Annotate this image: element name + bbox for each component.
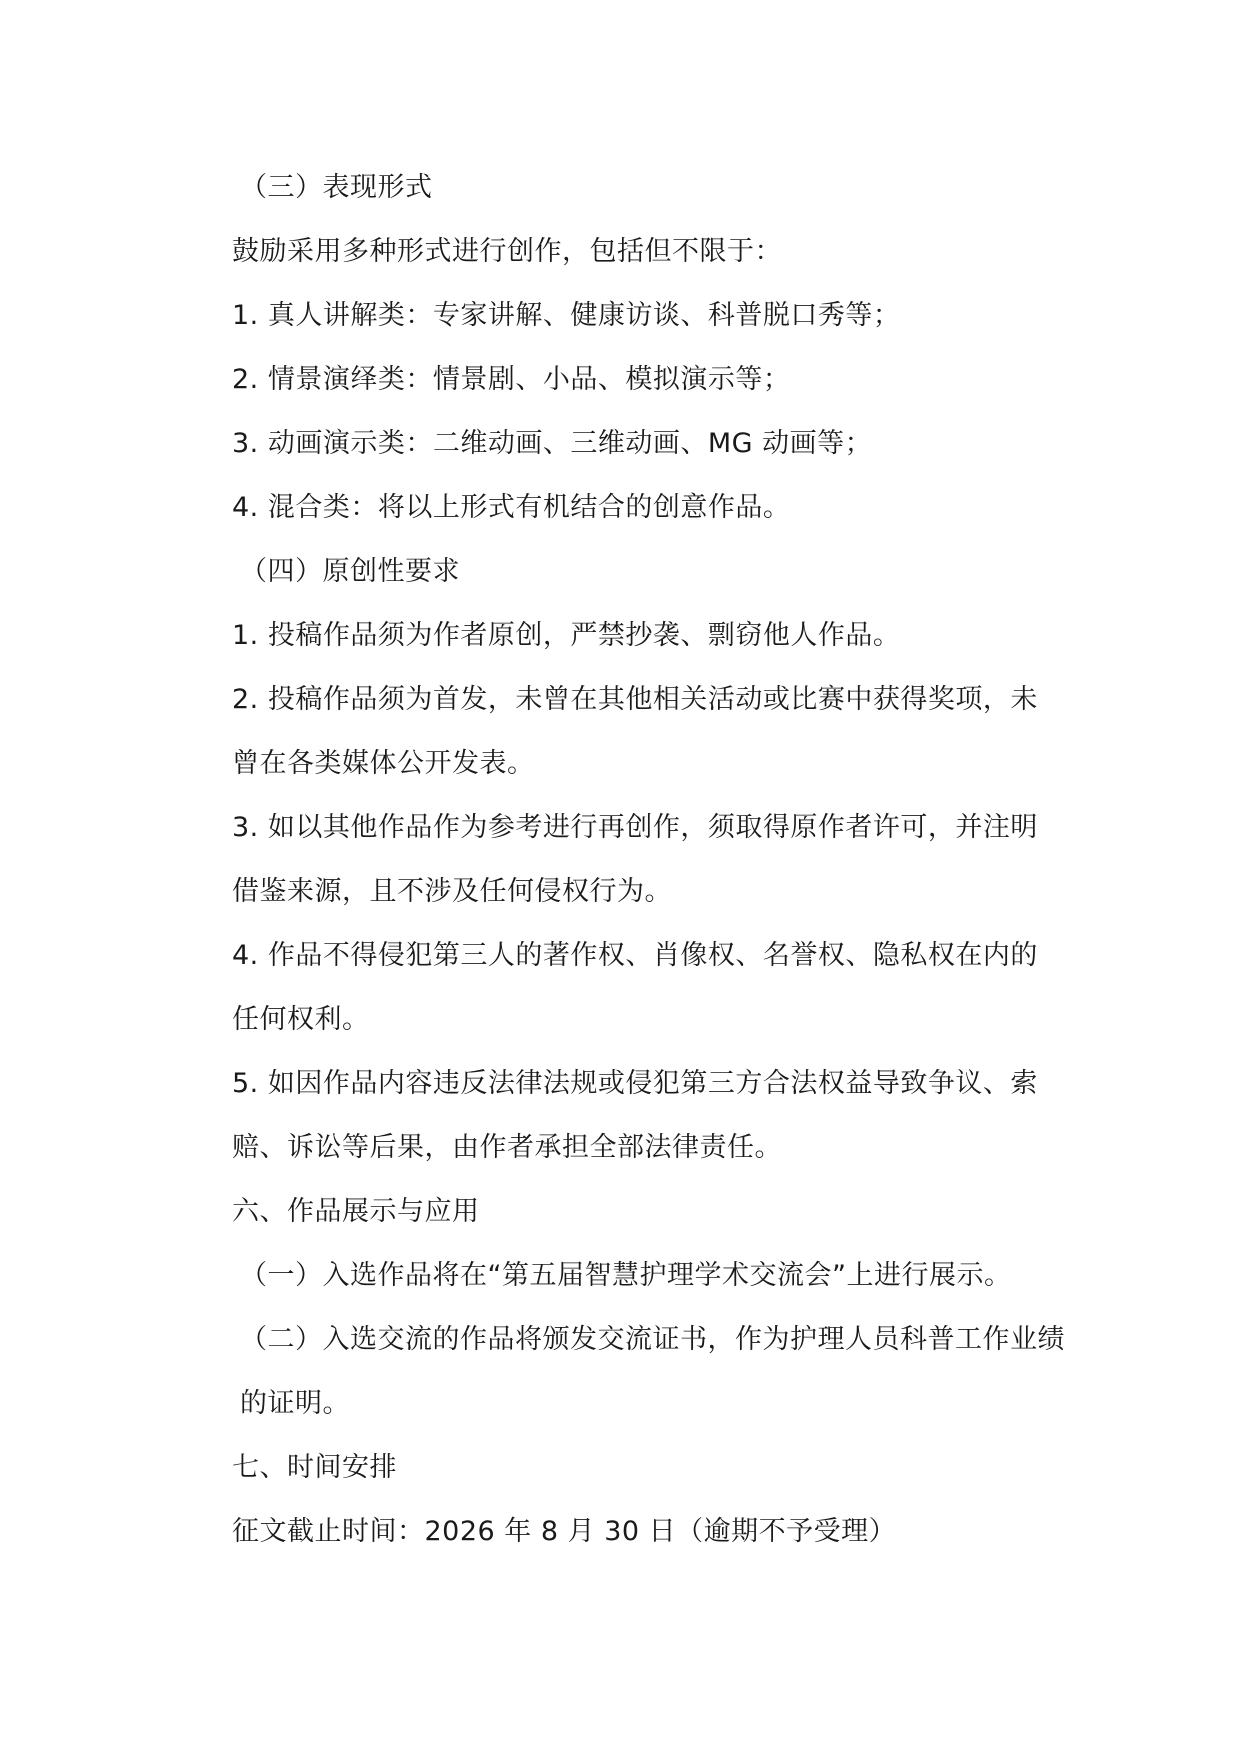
list-item-animation: 3. 动画演示类：二维动画、三维动画、MG 动画等； (232, 428, 873, 459)
document-body (232, 172, 1065, 1580)
originality-item-3 (232, 812, 1038, 908)
intro-paragraph: 鼓励采用多种形式进行创作，包括但不限于： (232, 236, 782, 267)
text-line: 任何权利。 (232, 1004, 370, 1035)
originality-item-2 (232, 684, 1038, 780)
subheading-presentation-forms: （三）表现形式 (240, 172, 433, 203)
text-line: （二）入选交流的作品将颁发交流证书，作为护理人员科普工作业绩 (240, 1324, 1065, 1355)
section-heading-display-application: 六、作品展示与应用 (232, 1196, 480, 1227)
subheading-originality: （四）原创性要求 (240, 556, 460, 587)
display-item-2 (240, 1324, 1065, 1420)
list-item-scenario-performance: 2. 情景演绎类：情景剧、小品、模拟演示等； (232, 364, 791, 395)
text-line: 赔、诉讼等后果，由作者承担全部法律责任。 (232, 1132, 782, 1163)
section-heading-schedule: 七、时间安排 (232, 1452, 397, 1483)
text-line: 4. 作品不得侵犯第三人的著作权、肖像权、名誉权、隐私权在内的 (232, 940, 1038, 971)
originality-item-5 (232, 1068, 1038, 1164)
list-item-mixed: 4. 混合类：将以上形式有机结合的创意作品。 (232, 492, 791, 523)
display-item-1: （一）入选作品将在“第五届智慧护理学术交流会”上进行展示。 (240, 1260, 1012, 1291)
deadline-text: 征文截止时间：2026 年 8 月 30 日（逾期不予受理） (232, 1516, 897, 1547)
originality-item-1: 1. 投稿作品须为作者原创，严禁抄袭、剽窃他人作品。 (232, 620, 901, 651)
text-line: 3. 如以其他作品作为参考进行再创作，须取得原作者许可，并注明 (232, 812, 1038, 843)
text-line: 借鉴来源，且不涉及任何侵权行为。 (232, 876, 672, 907)
originality-item-4 (232, 940, 1038, 1036)
text-line: 曾在各类媒体公开发表。 (232, 748, 535, 779)
list-item-live-explanation: 1. 真人讲解类：专家讲解、健康访谈、科普脱口秀等； (232, 300, 901, 331)
text-line: 2. 投稿作品须为首发，未曾在其他相关活动或比赛中获得奖项，未 (232, 684, 1038, 715)
text-line: 的证明。 (240, 1388, 350, 1419)
text-line: 5. 如因作品内容违反法律法规或侵犯第三方合法权益导致争议、索 (232, 1068, 1038, 1099)
